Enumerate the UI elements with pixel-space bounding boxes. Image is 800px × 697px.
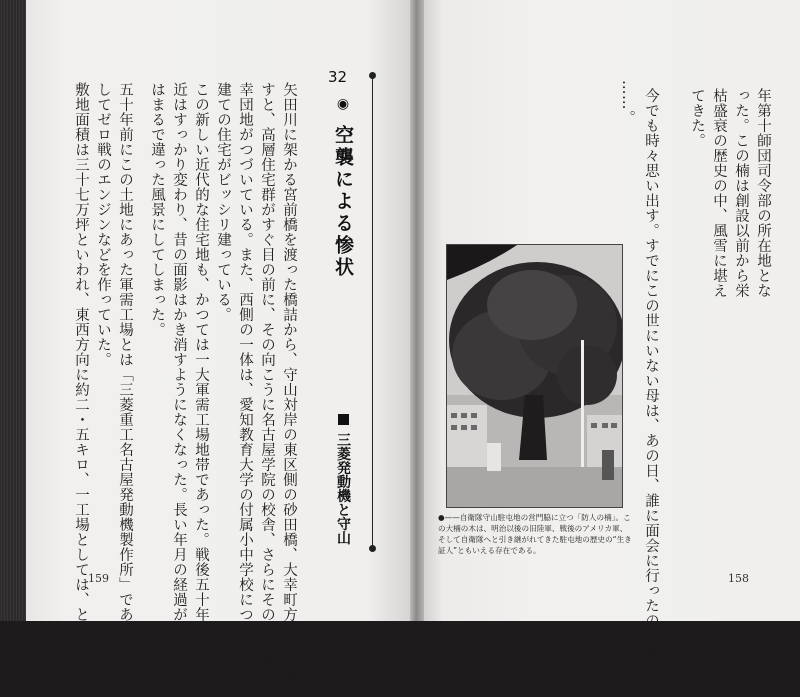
rule-dot-top xyxy=(369,72,376,79)
text-column: った。この楠は創設以前から栄 xyxy=(733,88,749,298)
text-column: 敷地面積は三十七万坪といわれ、東西方向に約二・五キロ、一工場としては、とてつもな xyxy=(73,82,89,682)
chapter-title-text: 空襲による惨状 xyxy=(332,124,354,279)
text-column: ……。 xyxy=(619,80,635,125)
section-heading xyxy=(333,414,353,545)
text-column: この新しい近代的な住宅地も、かつては一大軍需工場地帯であった。戦後五十年、この付 xyxy=(193,82,209,682)
book-page-edges xyxy=(0,0,28,621)
chapter-number: 32 xyxy=(328,68,348,86)
book-gutter xyxy=(410,0,424,621)
page-number-left: 159 xyxy=(88,572,109,585)
bullet-icon: ◉ xyxy=(335,96,351,115)
tree-photo xyxy=(446,244,623,508)
tree-photo-image xyxy=(447,245,622,507)
text-column: 近はすっかり変わり、昔の面影はかき消すようになくなった。長い年月の経過が、昔と今で xyxy=(171,82,187,697)
square-bullet-icon xyxy=(338,414,349,425)
section-heading-text: 三菱発動機と守山 xyxy=(335,432,351,545)
text-column: 矢田川に架かる宮前橋を渡った橋詰から、守山対岸の東区側の砂田橋、大幸町方面を見渡 xyxy=(281,82,297,682)
page-number-right: 158 xyxy=(728,572,749,585)
text-column: 建ての住宅がビッシリ建っている。 xyxy=(215,82,231,322)
text-column: すと、高層住宅群がすぐ目の前に、その向こうに名古屋学院の校舎、さらにその南に県営大 xyxy=(259,82,275,697)
chapter-rule xyxy=(372,78,373,548)
text-column: 年第十師団司令部の所在地とな xyxy=(755,88,771,298)
chapter-title xyxy=(330,96,357,279)
text-column: 幸団地がつづいている。また、西側の一体は、愛知教育大学の付属小中学校につづき、一戸 xyxy=(237,82,253,697)
text-column: てきた。 xyxy=(689,88,705,148)
text-column: 今でも時々思い出す。すでにこの世にいない母は、あの日、誰に面会に行ったのであろう xyxy=(643,88,659,688)
text-column: 五十年前にこの土地にあった軍需工場とは「三菱重工名古屋発動機製作所」であり、主と xyxy=(117,82,133,682)
text-column: してゼロ戦のエンジンなどを作っていた。 xyxy=(95,82,111,367)
text-column: 枯盛衰の歴史の中、風雪に堪え xyxy=(711,88,727,298)
text-column: はまるで違った風景にしてしまった。 xyxy=(149,82,165,337)
rule-dot-bottom xyxy=(369,545,376,552)
photo-caption: ●——自衛隊守山駐屯地の営門脇に立つ「防人の楠」。この大楠の木は、明治以後の旧陸軍、戦後のアメリカ軍、そして自衛隊へと引き継がれてきた駐屯地の歴史の“生き証人”ともいえる存在である。 xyxy=(438,513,632,555)
